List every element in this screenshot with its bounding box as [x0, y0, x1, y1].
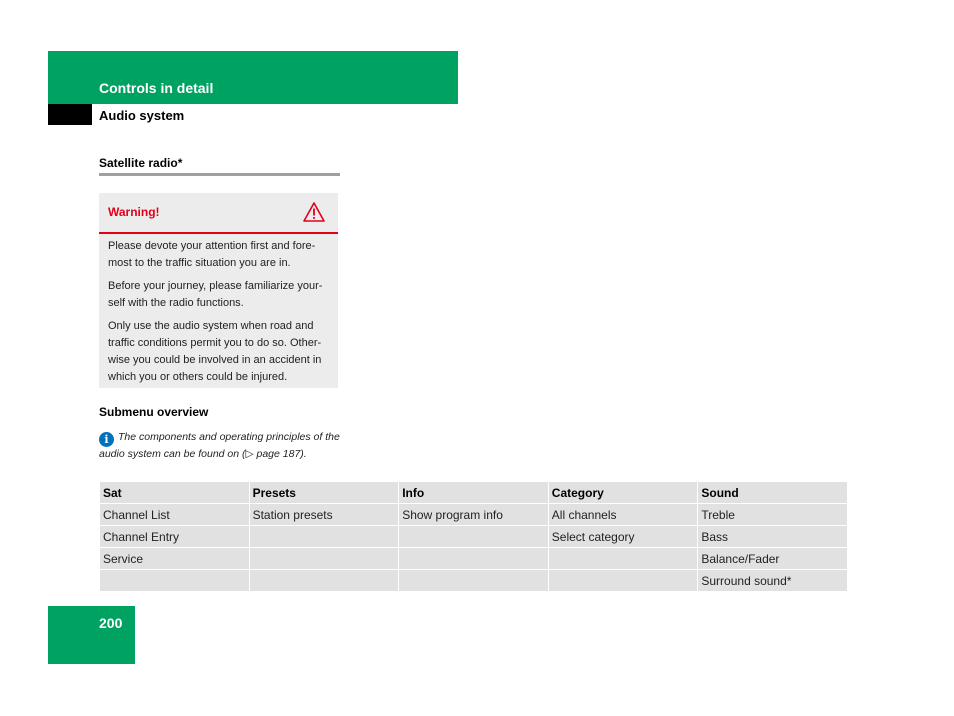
column-header-presets: Presets — [249, 482, 399, 504]
column-header-sat: Sat — [100, 482, 250, 504]
header-band — [48, 51, 458, 104]
table-cell — [100, 570, 250, 592]
table-cell: Service — [100, 548, 250, 570]
section-marker — [48, 104, 92, 125]
column-header-info: Info — [399, 482, 549, 504]
table-row — [100, 548, 848, 570]
table-cell — [249, 526, 399, 548]
submenu-table — [99, 481, 848, 592]
table-cell: Treble — [698, 504, 848, 526]
subheading-satellite-radio: Satellite radio* — [99, 156, 183, 170]
table-row — [100, 526, 848, 548]
table-cell — [249, 548, 399, 570]
table-cell: Channel Entry — [100, 526, 250, 548]
warning-paragraph: Only use the audio system when road and traffic conditions permit you to do so. Other-wise you could be involved in an accident in which you or others could be injured. — [108, 320, 322, 383]
table-header-row — [100, 482, 848, 504]
table-cell: Channel List — [100, 504, 250, 526]
table-row — [100, 504, 848, 526]
warning-paragraph: Before your journey, please familiarize your-self with the radio functions. — [108, 280, 323, 309]
submenu-heading: Submenu overview — [99, 405, 209, 419]
table-cell: Select category — [548, 526, 698, 548]
info-note-text: The components and operating principles of the audio system can be found on (▷ page 187). — [99, 431, 340, 460]
table-cell: Show program info — [399, 504, 549, 526]
table-cell: All channels — [548, 504, 698, 526]
table-cell: Balance/Fader — [698, 548, 848, 570]
info-icon: i — [99, 432, 114, 447]
warning-label: Warning! — [108, 205, 160, 219]
table-cell — [399, 526, 549, 548]
chapter-title: Controls in detail — [99, 80, 214, 96]
warning-box — [99, 193, 338, 388]
info-note — [99, 430, 344, 462]
table-cell — [399, 570, 549, 592]
table-row — [100, 570, 848, 592]
subheading-rule — [99, 173, 340, 176]
table-cell: Bass — [698, 526, 848, 548]
warning-triangle-icon — [303, 201, 325, 223]
column-header-category: Category — [548, 482, 698, 504]
table-cell — [548, 570, 698, 592]
section-title: Audio system — [99, 108, 185, 123]
table-cell — [548, 548, 698, 570]
page-number: 200 — [99, 615, 123, 631]
warning-paragraph: Please devote your attention first and fore-most to the traffic situation you are in. — [108, 240, 316, 269]
column-header-sound: Sound — [698, 482, 848, 504]
warning-header — [99, 193, 338, 234]
table-cell — [399, 548, 549, 570]
table-cell: Station presets — [249, 504, 399, 526]
table-cell — [249, 570, 399, 592]
warning-body — [99, 234, 338, 386]
table-cell: Surround sound* — [698, 570, 848, 592]
